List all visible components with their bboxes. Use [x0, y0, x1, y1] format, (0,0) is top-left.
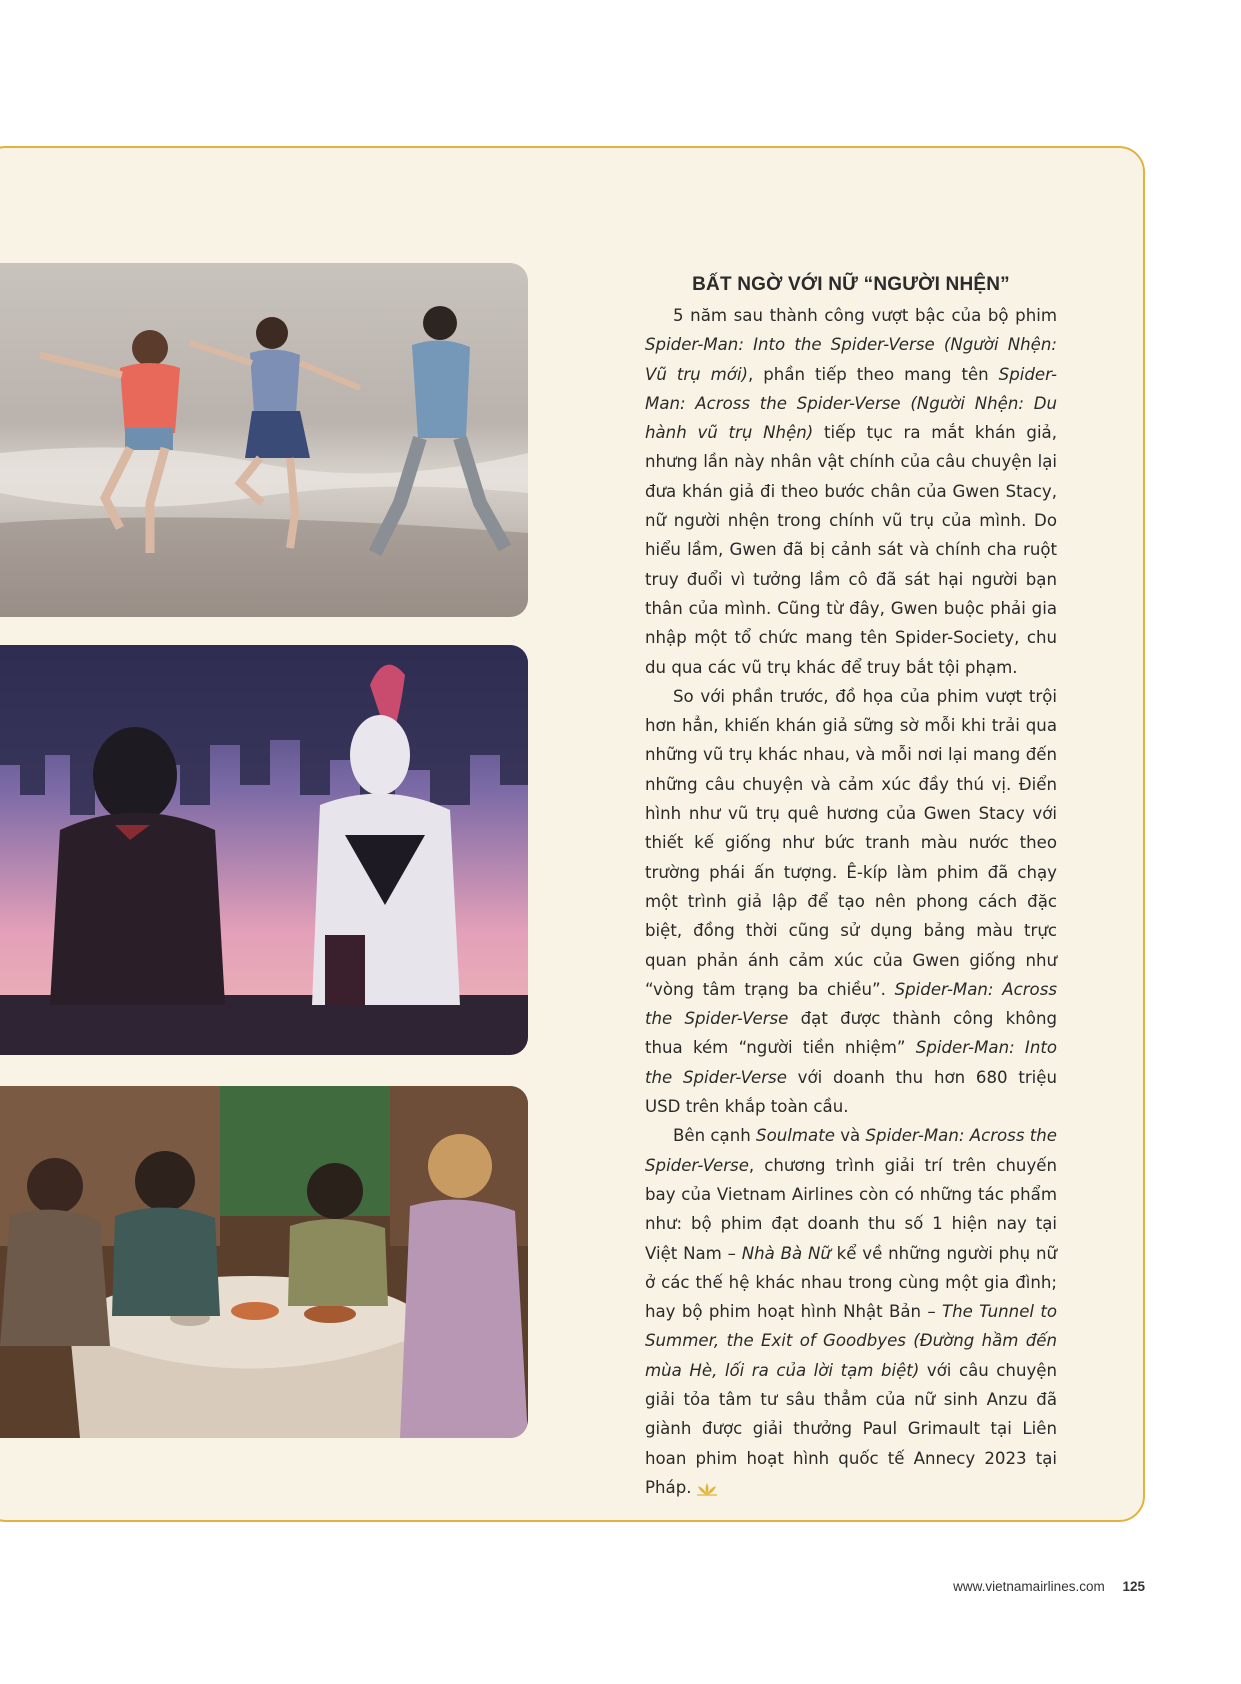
italic-text-run: The Tunnel to Summer, the Exit of Goodbyes (Đường hầm đến mùa Hè, lối ra của lời tạm biệt)	[645, 1302, 1057, 1380]
spider-verse-illustration	[0, 645, 528, 1055]
lotus-end-mark-icon	[696, 1482, 718, 1496]
italic-text-run: Spider-Man: Across the Spider-Verse	[645, 979, 1057, 1029]
photo-beach-scene	[0, 263, 528, 617]
text-run: kể về những người phụ nữ ở các thế hệ khác nhau trong cùng một gia đình; hay bộ phim hoạt hình Nhật Bản –	[645, 1243, 1057, 1322]
text-run: và	[834, 1126, 866, 1146]
text-run: , chương trình giải trí trên chuyến bay của Vietnam Airlines còn có những tác phẩm như: bộ phim đạt doanh thu số 1 hiện nay tại Việt Nam –	[645, 1155, 1057, 1263]
page-footer	[953, 1579, 1145, 1594]
text-run: đạt được thành công không thua kém “người tiền nhiệm”	[645, 1009, 1057, 1058]
text-run: tiếp tục ra mắt khán giả, nhưng lần này nhân vật chính của câu chuyện lại đưa khán giả đi theo bước chân của Gwen Stacy, nữ người nhện trong chính vũ trụ của mình. Do hiểu lầm, Gwen đã bị cảnh sát và chính cha ruột truy đuổi vì tưởng lầm cô đã sát hại người bạn thân của mình. Cũng từ đây, Gwen buộc phải gia nhập một tổ chức mang tên Spider-Society, chu du qua các vũ trụ khác để truy bắt tội phạm.	[645, 423, 1057, 677]
italic-text-run: Soulmate	[756, 1126, 835, 1146]
beach-illustration	[0, 263, 528, 617]
photo-dinner-scene	[0, 1086, 528, 1438]
page-number: 125	[1122, 1579, 1145, 1594]
article-column	[645, 270, 1057, 1502]
article-heading: BẤT NGỜ VỚI NỮ “NGƯỜI NHỆN”	[692, 274, 1010, 295]
photo-animated-scene	[0, 645, 528, 1055]
paragraph-2	[645, 682, 1057, 1121]
text-run: với doanh thu hơn 680 triệu USD trên khắp toàn cầu.	[645, 1067, 1057, 1117]
footer-url: www.vietnamairlines.com	[953, 1579, 1105, 1594]
paragraph-3	[645, 1121, 1057, 1502]
paragraph-1	[645, 301, 1057, 682]
italic-text-run: Spider-Man: Into the Spider-Verse (Người Nhện: Vũ trụ mới)	[645, 335, 1057, 384]
text-run: Bên cạnh	[673, 1126, 757, 1146]
italic-text-run: Spider-Man: Into the Spider-Verse	[645, 1038, 1058, 1087]
dinner-illustration	[0, 1086, 528, 1438]
text-run: với câu chuyện giải tỏa tâm tư sâu thẳm của nữ sinh Anzu đã giành được giải thưởng Paul Grimault tại Liên hoan phim hoạt hình quốc tế Annecy 2023 tại Pháp.	[645, 1360, 1058, 1497]
text-run: , phần tiếp theo mang tên	[748, 364, 999, 384]
italic-text-run: Spider-Man: Across the Spider-Verse	[645, 1126, 1057, 1175]
text-run: 5 năm sau thành công vượt bậc của bộ phim	[673, 306, 1057, 325]
italic-text-run: Spider-Man: Across the Spider-Verse (Người Nhện: Du hành vũ trụ Nhện)	[645, 364, 1057, 443]
italic-text-run: Nhà Bà Nữ	[741, 1243, 831, 1263]
text-run: So với phần trước, đồ họa của phim vượt trội hơn hẳn, khiến khán giả sững sờ mỗi khi trải qua những vũ trụ khác nhau, và mỗi nơi lại mang đến những câu chuyện và cảm xúc đầy thú vị. Điển hình như vũ trụ quê hương của Gwen Stacy với thiết kế giống như bức tranh màu nước theo trường phái ấn tượng. Ê-kíp làm phim đã chạy một trình giả lập để tạo nên phong cách đặc biệt, đồng thời cũng sử dụng bảng màu trực quan phản ánh cảm xúc của Gwen giống như “vòng tâm trạng ba chiều”.	[645, 686, 1057, 999]
